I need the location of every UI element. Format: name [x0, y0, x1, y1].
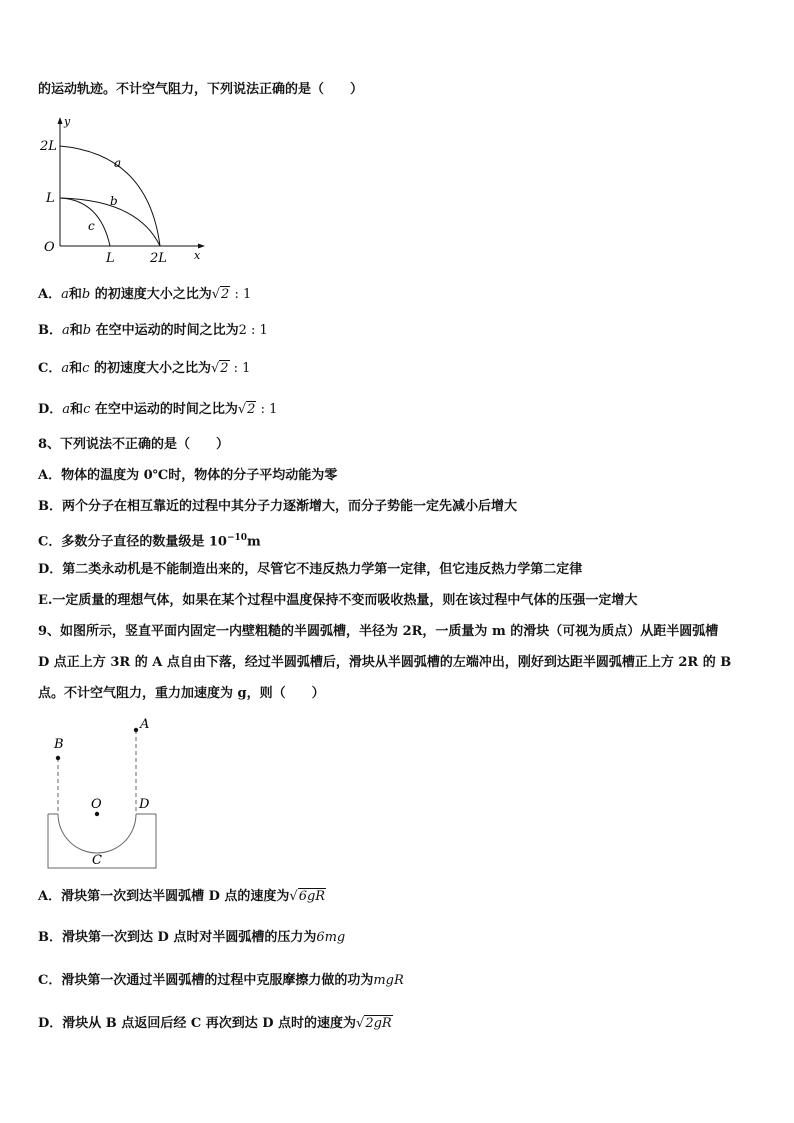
q8-option-e[interactable]: E.一定质量的理想气体，如果在某个过程中温度保持不变而吸收热量，则在该过程中气体的压强一定增大 — [38, 593, 638, 608]
tick-label-L-x: L — [106, 251, 115, 264]
curve-a-label: a — [114, 156, 122, 170]
point-o — [95, 812, 99, 816]
y-axis-arrow — [58, 117, 63, 124]
q8-option-c[interactable]: C．多数分子直径的数量级是 $10^{-10}m$ — [38, 533, 261, 550]
trough-figure — [38, 712, 178, 872]
trough-outer — [48, 814, 156, 868]
q9-option-b[interactable]: B．滑块第一次到达 D 点时对半圆弧槽的压力为6mg — [38, 930, 346, 945]
trajectory-figure — [38, 114, 208, 264]
origin-label: O — [44, 240, 55, 255]
curve-b-label: b — [110, 194, 118, 208]
q9-stem-line-1: 9、如图所示，竖直平面内固定一内壁粗糙的半圆弧槽，半径为 2R，一质量为 m 的滑块（可视为质点）从距半圆弧槽 — [38, 624, 719, 639]
semicircle-groove — [58, 814, 136, 853]
label-b: B — [54, 737, 64, 752]
point-b — [56, 756, 60, 760]
q7-option-c[interactable]: C．a和c 的初速度大小之比为√2 : 1 — [38, 361, 251, 376]
q9-option-c[interactable]: C．滑块第一次通过半圆弧槽的过程中克服摩擦力做的功为mgR — [38, 973, 404, 988]
curve-c-label: c — [88, 219, 95, 233]
label-c: C — [92, 853, 102, 868]
tick-label-L-y: L — [46, 191, 55, 206]
label-d: D — [139, 797, 150, 812]
q7-option-b[interactable]: B．a和b 在空中运动的时间之比为2 : 1 — [38, 323, 268, 338]
label-o: O — [91, 797, 102, 812]
x-axis-arrow — [198, 244, 205, 249]
q8-option-b[interactable]: B．两个分子在相互靠近的过程中其分子力逐渐增大，而分子势能一定先减小后增大 — [38, 499, 517, 514]
y-axis-label: y — [64, 115, 71, 128]
q9-stem-line-3: 点。不计空气阻力，重力加速度为 g，则（ ） — [38, 686, 325, 701]
q8-stem: 8、下列说法不正确的是（ ） — [38, 437, 230, 452]
label-a: A — [140, 717, 150, 732]
tick-label-2L-y: 2L — [40, 139, 57, 154]
point-a — [134, 728, 138, 732]
tick-label-2L-x: 2L — [150, 251, 167, 264]
question-7-stem-tail: 的运动轨迹。不计空气阻力，下列说法正确的是（ ） — [38, 82, 364, 97]
q9-option-d[interactable]: D．滑块从 B 点返回后经 C 再次到达 D 点时的速度为√2gR — [38, 1016, 392, 1031]
q8-option-a[interactable]: A．物体的温度为 0℃时，物体的分子平均动能为零 — [38, 468, 338, 483]
q9-stem-line-2: D 点正上方 3R 的 A 点自由下落，经过半圆弧槽后，滑块从半圆弧槽的左端冲出，刚好到达距半圆弧槽正上方 2R 的 B — [38, 655, 732, 670]
q9-option-a[interactable]: A．滑块第一次到达半圆弧槽 D 点的速度为√6gR — [38, 889, 326, 904]
q8-option-d[interactable]: D．第二类永动机是不能制造出来的，尽管它不违反热力学第一定律，但它违反热力学第二定律 — [38, 562, 583, 577]
q7-option-d[interactable]: D．a和c 在空中运动的时间之比为√2 : 1 — [38, 402, 278, 417]
x-axis-label: x — [194, 249, 201, 262]
q7-option-a[interactable]: A．a和b 的初速度大小之比为√2 : 1 — [38, 287, 252, 302]
curve-c — [60, 198, 110, 246]
